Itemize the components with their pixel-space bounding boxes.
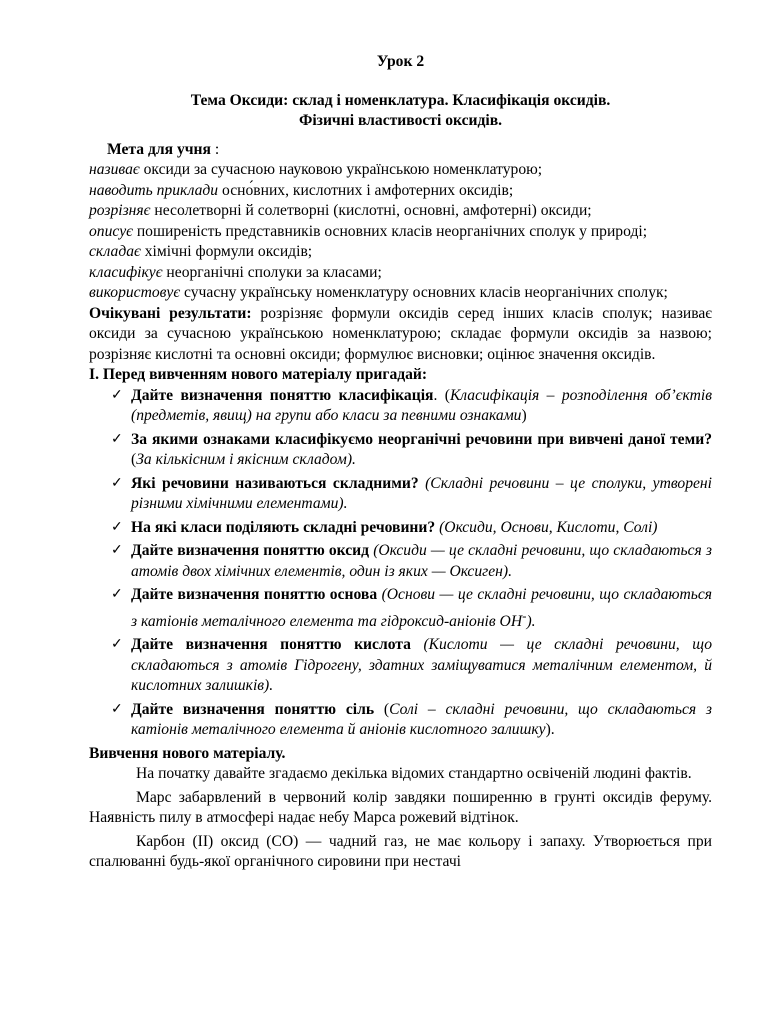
goals-list	[89, 160, 712, 304]
answer-text: Солі – складні речовини, що складаються з катіонів металічного елемента й аніонів кислотного залишку	[131, 700, 712, 739]
question-text: Дайте визначення поняттю класифікація	[131, 386, 434, 404]
checkmark-icon: ✓	[111, 543, 123, 558]
checkmark-icon: ✓	[111, 519, 123, 535]
question-text: Дайте визначення поняттю основа	[131, 586, 378, 603]
list-item	[89, 541, 712, 582]
answer-close: ).	[526, 612, 536, 630]
answer-open	[411, 636, 424, 653]
checkmark-icon: ✓	[111, 587, 123, 602]
goal-text: поширеність представників основних класів неорганічних сполук у природі;	[132, 222, 648, 240]
checkmark-icon: ✓	[111, 431, 123, 447]
answer-text: (Основи — це складні речовини, що складаються з катіонів металічного елемента та гідроксид-аніонів ОН	[131, 586, 712, 630]
goal-text: осно́вних, кислотних і амфотерних оксидів;	[218, 181, 514, 199]
answer-text: За кількісним і якісним складом).	[136, 451, 356, 468]
question-text: На які класи поділяють складні речовини?	[131, 518, 436, 536]
goal-item	[89, 222, 712, 243]
list-item	[89, 518, 712, 539]
paragraph: Карбон (II) оксид (СО) — чадний газ, не має кольору і запаху. Утворюється при спалюванні будь-якої органічного сировини при нестачі	[89, 832, 712, 871]
paragraph: На початку давайте згадаємо декілька відомих стандартно освіченій людині фактів.	[136, 765, 692, 783]
question-text: Дайте визначення поняттю кислота	[131, 636, 411, 654]
checkmark-icon: ✓	[111, 637, 123, 653]
goal-verb: описує	[89, 222, 133, 240]
answer-open: (	[131, 451, 137, 468]
list-item	[89, 700, 712, 741]
answer-open: (	[374, 700, 390, 718]
list-item	[89, 585, 712, 632]
question-text: Дайте визначення поняттю оксид	[131, 542, 370, 559]
expected-results-text: розрізняє формули оксидів серед інших класів сполук; називає оксиди за сучасною українською номенклатурою; складає формули оксидів за назвою; розрізняє кислотні та основні оксиди; формулює висновки; оцінює значення оксидів.	[89, 304, 712, 363]
topic-subtitle: Фізичні властивості оксидів.	[298, 112, 503, 129]
goal-verb: наводить приклади	[89, 181, 219, 199]
goal-text: сучасну українську номенклатуру основних класів неорганічних сполук;	[180, 284, 668, 301]
answer-text: Класифікація – розподілення об’єктів (предметів, явищ) на групи або класи за певними ознаками	[131, 386, 712, 424]
goal-verb: класифікує	[89, 263, 163, 281]
goal-verb: розрізняє	[89, 202, 151, 219]
goal-verb: складає	[89, 243, 141, 260]
question-text: За якими ознаками класифікуємо неорганічні речовини при вивчені даної теми?	[131, 430, 712, 448]
goal-text: хімічні формули оксидів;	[140, 243, 313, 260]
goals-heading	[89, 140, 712, 161]
goal-item	[89, 201, 712, 222]
goals-heading-colon: :	[210, 140, 220, 158]
goal-text: оксиди за сучасною науковою українською номенклатурою;	[139, 161, 543, 178]
section-2-title: Вивчення нового матеріалу.	[89, 744, 286, 762]
goals-heading-label: Мета для учня	[107, 140, 211, 158]
checkmark-icon: ✓	[111, 387, 123, 403]
expected-results-label: Очікувані результати:	[89, 304, 252, 322]
paragraph: Марс забарвлений в червоний колір завдяки поширенню в грунті оксидів феруму. Наявність пилу в атмосфері надає небу Марса рожевий відтінок.	[89, 788, 712, 827]
lesson-number: Урок 2	[376, 53, 425, 70]
answer-close: )	[521, 407, 527, 424]
review-questions-list	[89, 386, 712, 741]
question-text: Дайте визначення поняттю сіль	[131, 700, 375, 718]
answer-text: (Складні речовини – це сполуки, утворені різними хімічними елементами).	[131, 474, 712, 512]
answer-text: (Кислоти — це складні речовини, що складаються з атомів Гідрогену, здатних заміщуватися металічним елементом, й кислотних залишків).	[131, 636, 712, 695]
question-text: Які речовини називаються складними?	[131, 474, 419, 492]
checkmark-icon: ✓	[111, 701, 123, 717]
answer-open: . (	[433, 386, 450, 404]
topic-title: Тема Оксиди: склад і номенклатура. Класифікація оксидів.	[190, 91, 611, 109]
answer-text: (Оксиди — це складні речовини, що складаються з атомів двох хімічних елементів, один із яких — Оксиген).	[131, 542, 713, 580]
goal-text: несолетворні й солетворні (кислотні, основні, амфотерні) оксиди;	[150, 202, 592, 219]
goal-text: неорганічні сполуки за класами;	[162, 263, 382, 281]
answer-close: ).	[545, 721, 555, 739]
goal-item	[89, 263, 712, 284]
expected-results	[89, 304, 712, 366]
answer-text: (Оксиди, Основи, Кислоти, Солі)	[439, 518, 658, 536]
list-item	[89, 474, 712, 515]
list-item	[89, 430, 712, 471]
goal-verb: використовує	[89, 284, 181, 301]
checkmark-icon: ✓	[111, 475, 123, 491]
goal-verb: називає	[89, 161, 140, 178]
goal-item	[89, 160, 712, 181]
list-item	[89, 386, 712, 427]
section-1-title: І. Перед вивченням нового матеріалу пригадай:	[89, 366, 428, 383]
goal-item	[89, 283, 712, 304]
superscript-charge: -	[522, 607, 527, 623]
goal-item	[89, 242, 712, 263]
list-item	[89, 635, 712, 697]
goal-item	[89, 181, 712, 202]
